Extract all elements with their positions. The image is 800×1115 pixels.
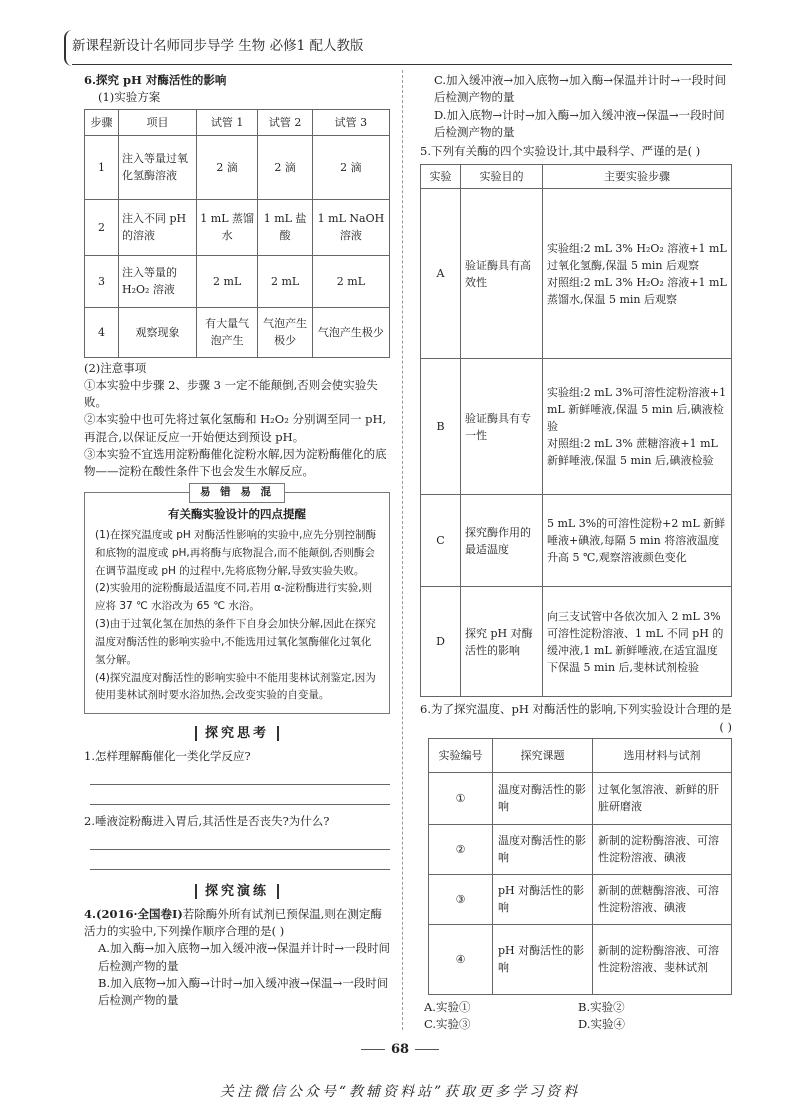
table-header-cell: 试管 1 <box>197 109 258 135</box>
q6-option-b[interactable]: B.实验② <box>578 999 625 1014</box>
table-cell: 新制的淀粉酶溶液、可溶性淀粉溶液、碘液 <box>593 824 732 874</box>
note-item: ③本实验不宜选用淀粉酶催化淀粉水解,因为淀粉酶催化的底物——淀粉在酸性条件下也会发生水解反应。 <box>84 446 387 479</box>
table-header-cell: 选用材料与试剂 <box>593 738 732 772</box>
table-cell: 验证酶具有高效性 <box>461 189 543 359</box>
table-cell: 5 mL 3%的可溶性淀粉+2 mL 新鲜唾液+碘液,每隔 5 min 将溶液温度升高 5 ℃,观察溶液颜色变化 <box>543 495 732 587</box>
think-question: 1.怎样理解酶催化一类化学反应? <box>84 748 251 763</box>
table-cell: ① <box>429 772 493 824</box>
q6-experiment-title: 6.探究 pH 对酶活性的影响 <box>84 73 227 87</box>
table-cell: 1 <box>85 135 119 199</box>
tips-box <box>84 486 390 714</box>
experiment-table <box>84 109 390 358</box>
table-header-row <box>429 738 732 772</box>
answer-line[interactable] <box>90 850 390 870</box>
table-cell: 气泡产生极少 <box>258 307 313 357</box>
table-header-row <box>85 109 390 135</box>
table-cell: 1 mL 盐酸 <box>258 199 313 255</box>
table-cell: pH 对酶活性的影响 <box>493 924 593 994</box>
table-cell: pH 对酶活性的影响 <box>493 874 593 924</box>
table-cell: ③ <box>429 874 493 924</box>
table-header-cell: 步骤 <box>85 109 119 135</box>
table-cell: 4 <box>85 307 119 357</box>
tips-tag: 易 错 易 混 <box>189 483 285 503</box>
table-row <box>85 199 390 255</box>
q6-answer-paren[interactable]: ( ) <box>719 719 732 734</box>
table-row <box>421 587 732 697</box>
table-cell: 注入等量的 H₂O₂ 溶液 <box>119 255 197 307</box>
table-cell: 2 mL <box>312 255 389 307</box>
table-cell: 探究 pH 对酶活性的影响 <box>461 587 543 697</box>
table-header-cell: 实验编号 <box>429 738 493 772</box>
table-cell: 实验组:2 mL 3% H₂O₂ 溶液+1 mL过氧化氢酶,保温 5 min 后观察 对照组:2 mL 3% H₂O₂ 溶液+1 mL蒸馏水,保温 5 min 后观察 <box>543 189 732 359</box>
table-row <box>421 189 732 359</box>
tips-paragraph: (3)由于过氧化氢在加热的条件下自身会加快分解,因此在探究温度对酶活性的影响实验中,不能选用过氧化氢酶催化过氧化氢分解。 <box>95 618 376 666</box>
tips-paragraph: (4)探究温度对酶活性的影响实验中不能用斐林试剂鉴定,因为使用斐林试剂时要水浴加热,会改变实验的自变量。 <box>95 671 376 702</box>
page-number: 68 <box>0 1040 800 1060</box>
table-cell: 观察现象 <box>119 307 197 357</box>
table-row <box>429 924 732 994</box>
footer-watermark-text: 关注微信公众号“教辅资料站”获取更多学习资料 <box>219 1084 581 1100</box>
table-cell: 2 滴 <box>312 135 389 199</box>
note-item: ②本实验中也可先将过氧化氢酶和 H₂O₂ 分别调至同一 pH,再混合,以保证反应一开始便达到预设 pH。 <box>84 412 387 444</box>
table-cell: B <box>421 359 461 495</box>
table-header-cell: 项目 <box>119 109 197 135</box>
table-row <box>429 824 732 874</box>
table-header-cell: 试管 2 <box>258 109 313 135</box>
table-cell: ② <box>429 824 493 874</box>
table-cell: 2 <box>85 199 119 255</box>
table-cell: ④ <box>429 924 493 994</box>
table-row <box>85 307 390 357</box>
think-question: 2.唾液淀粉酶进入胃后,其活性是否丧失?为什么? <box>84 814 330 829</box>
table-cell: 温度对酶活性的影响 <box>493 772 593 824</box>
q4-option-a[interactable]: A.加入酶→加入底物→加入缓冲液→保温并计时→一段时间后检测产物的量 <box>98 941 391 973</box>
right-column <box>420 72 732 1033</box>
q6-options <box>420 999 732 1034</box>
table-cell: 注入不同 pH 的溶液 <box>119 199 197 255</box>
table-cell: 1 mL NaOH 溶液 <box>312 199 389 255</box>
note-item: ①本实验中步骤 2、步骤 3 一定不能颠倒,否则会使实验失败。 <box>84 377 378 410</box>
table-row <box>429 772 732 824</box>
tips-paragraph: (1)在探究温度或 pH 对酶活性影响的实验中,应先分别控制酶和底物的温度或 pH,再将酶与底物混合,而不能颠倒,否则酶会在调节温度或 pH 的过程中,先将底物分解,导致实验失败。 <box>95 528 376 577</box>
table-row <box>85 255 390 307</box>
table-row <box>85 135 390 199</box>
left-column <box>84 72 390 1009</box>
table-cell: 1 mL 蒸馏水 <box>197 199 258 255</box>
table-cell: 有大量气泡产生 <box>197 307 258 357</box>
table-cell: 新制的淀粉酶溶液、可溶性淀粉溶液、斐林试剂 <box>593 924 732 994</box>
plan-label: (1)实验方案 <box>98 90 161 105</box>
table-cell: 验证酶具有专一性 <box>461 359 543 495</box>
table-cell: 实验组:2 mL 3%可溶性淀粉溶液+1 mL 新鲜唾液,保温 5 min 后,碘液检验 对照组:2 mL 3% 蔗糖溶液+1 mL新鲜唾液,保温 5 min 后,碘液检验 <box>543 359 732 495</box>
table-row <box>421 359 732 495</box>
table-header-row <box>421 165 732 189</box>
page-header: 新课程新设计名师同步导学 生物 必修1 配人教版 <box>72 38 364 54</box>
q4-option-b[interactable]: B.加入底物→加入酶→计时→加入缓冲液→保温→一段时间后检测产物的量 <box>98 975 389 1008</box>
q6-table <box>428 738 732 995</box>
table-cell: C <box>421 495 461 587</box>
table-cell: 3 <box>85 255 119 307</box>
q6-option-d[interactable]: D.实验④ <box>578 1017 625 1032</box>
q4-text: 若除酶外所有试剂已预保温,则在测定酶活力的实验中,下列操作顺序合理的是( ) <box>84 906 382 939</box>
table-cell: 探究酶作用的最适温度 <box>461 495 543 587</box>
header-rule <box>72 64 732 65</box>
column-divider <box>402 70 403 1030</box>
notes-label: (2)注意事项 <box>84 360 147 375</box>
table-cell: 2 滴 <box>258 135 313 199</box>
table-header-cell: 主要实验步骤 <box>543 165 732 189</box>
answer-line[interactable] <box>90 765 390 785</box>
table-cell: 温度对酶活性的影响 <box>493 824 593 874</box>
table-cell: 2 mL <box>197 255 258 307</box>
table-cell: 注入等量过氧化氢酶溶液 <box>119 135 197 199</box>
table-cell: 向三支试管中各依次加入 2 mL 3%可溶性淀粉溶液、1 mL 不同 pH 的缓冲液,1 mL 新鲜唾液,在适宜温度下保温 5 min 后,斐林试剂检验 <box>543 587 732 697</box>
section-heading-practice: 探究演练 <box>84 882 390 902</box>
section-heading-think: 探究思考 <box>84 724 390 744</box>
q4-option-d[interactable]: D.加入底物→计时→加入酶→加入缓冲液→保温→一段时间后检测产物的量 <box>434 107 725 139</box>
table-header-cell: 实验目的 <box>461 165 543 189</box>
table-header-cell: 实验 <box>421 165 461 189</box>
table-cell: A <box>421 189 461 359</box>
table-cell: 过氧化氢溶液、新鲜的肝脏研磨液 <box>593 772 732 824</box>
answer-line[interactable] <box>90 830 390 850</box>
q6-option-c[interactable]: C.实验③ <box>424 1017 471 1032</box>
q6-stem: 6.为了探究温度、pH 对酶活性的影响,下列实验设计合理的是 <box>420 702 732 717</box>
table-cell: 新制的蔗糖酶溶液、可溶性淀粉溶液、碘液 <box>593 874 732 924</box>
tips-title: 有关酶实验设计的四点提醒 <box>168 507 306 522</box>
table-cell: 2 滴 <box>197 135 258 199</box>
table-cell: 2 mL <box>258 255 313 307</box>
q5-table <box>420 164 732 697</box>
tips-paragraph: (2)实验用的淀粉酶最适温度不同,若用 α-淀粉酶进行实验,则应将 37 ℃ 水浴改为 65 ℃ 水浴。 <box>95 582 373 613</box>
table-row <box>429 874 732 924</box>
q4-stem <box>84 906 390 941</box>
answer-line[interactable] <box>90 785 390 805</box>
table-header-cell: 试管 3 <box>312 109 389 135</box>
table-cell: D <box>421 587 461 697</box>
q5-stem: 5.下列有关酶的四个实验设计,其中最科学、严谨的是( ) <box>420 144 701 158</box>
q6-option-a[interactable]: A.实验① <box>424 999 471 1014</box>
table-row <box>421 495 732 587</box>
table-header-cell: 探究课题 <box>493 738 593 772</box>
q4-option-c[interactable]: C.加入缓冲液→加入底物→加入酶→保温并计时→一段时间后检测产物的量 <box>434 73 727 105</box>
table-cell: 气泡产生极少 <box>312 307 389 357</box>
q4-source: 4.(2016·全国卷Ⅰ) <box>84 906 183 921</box>
